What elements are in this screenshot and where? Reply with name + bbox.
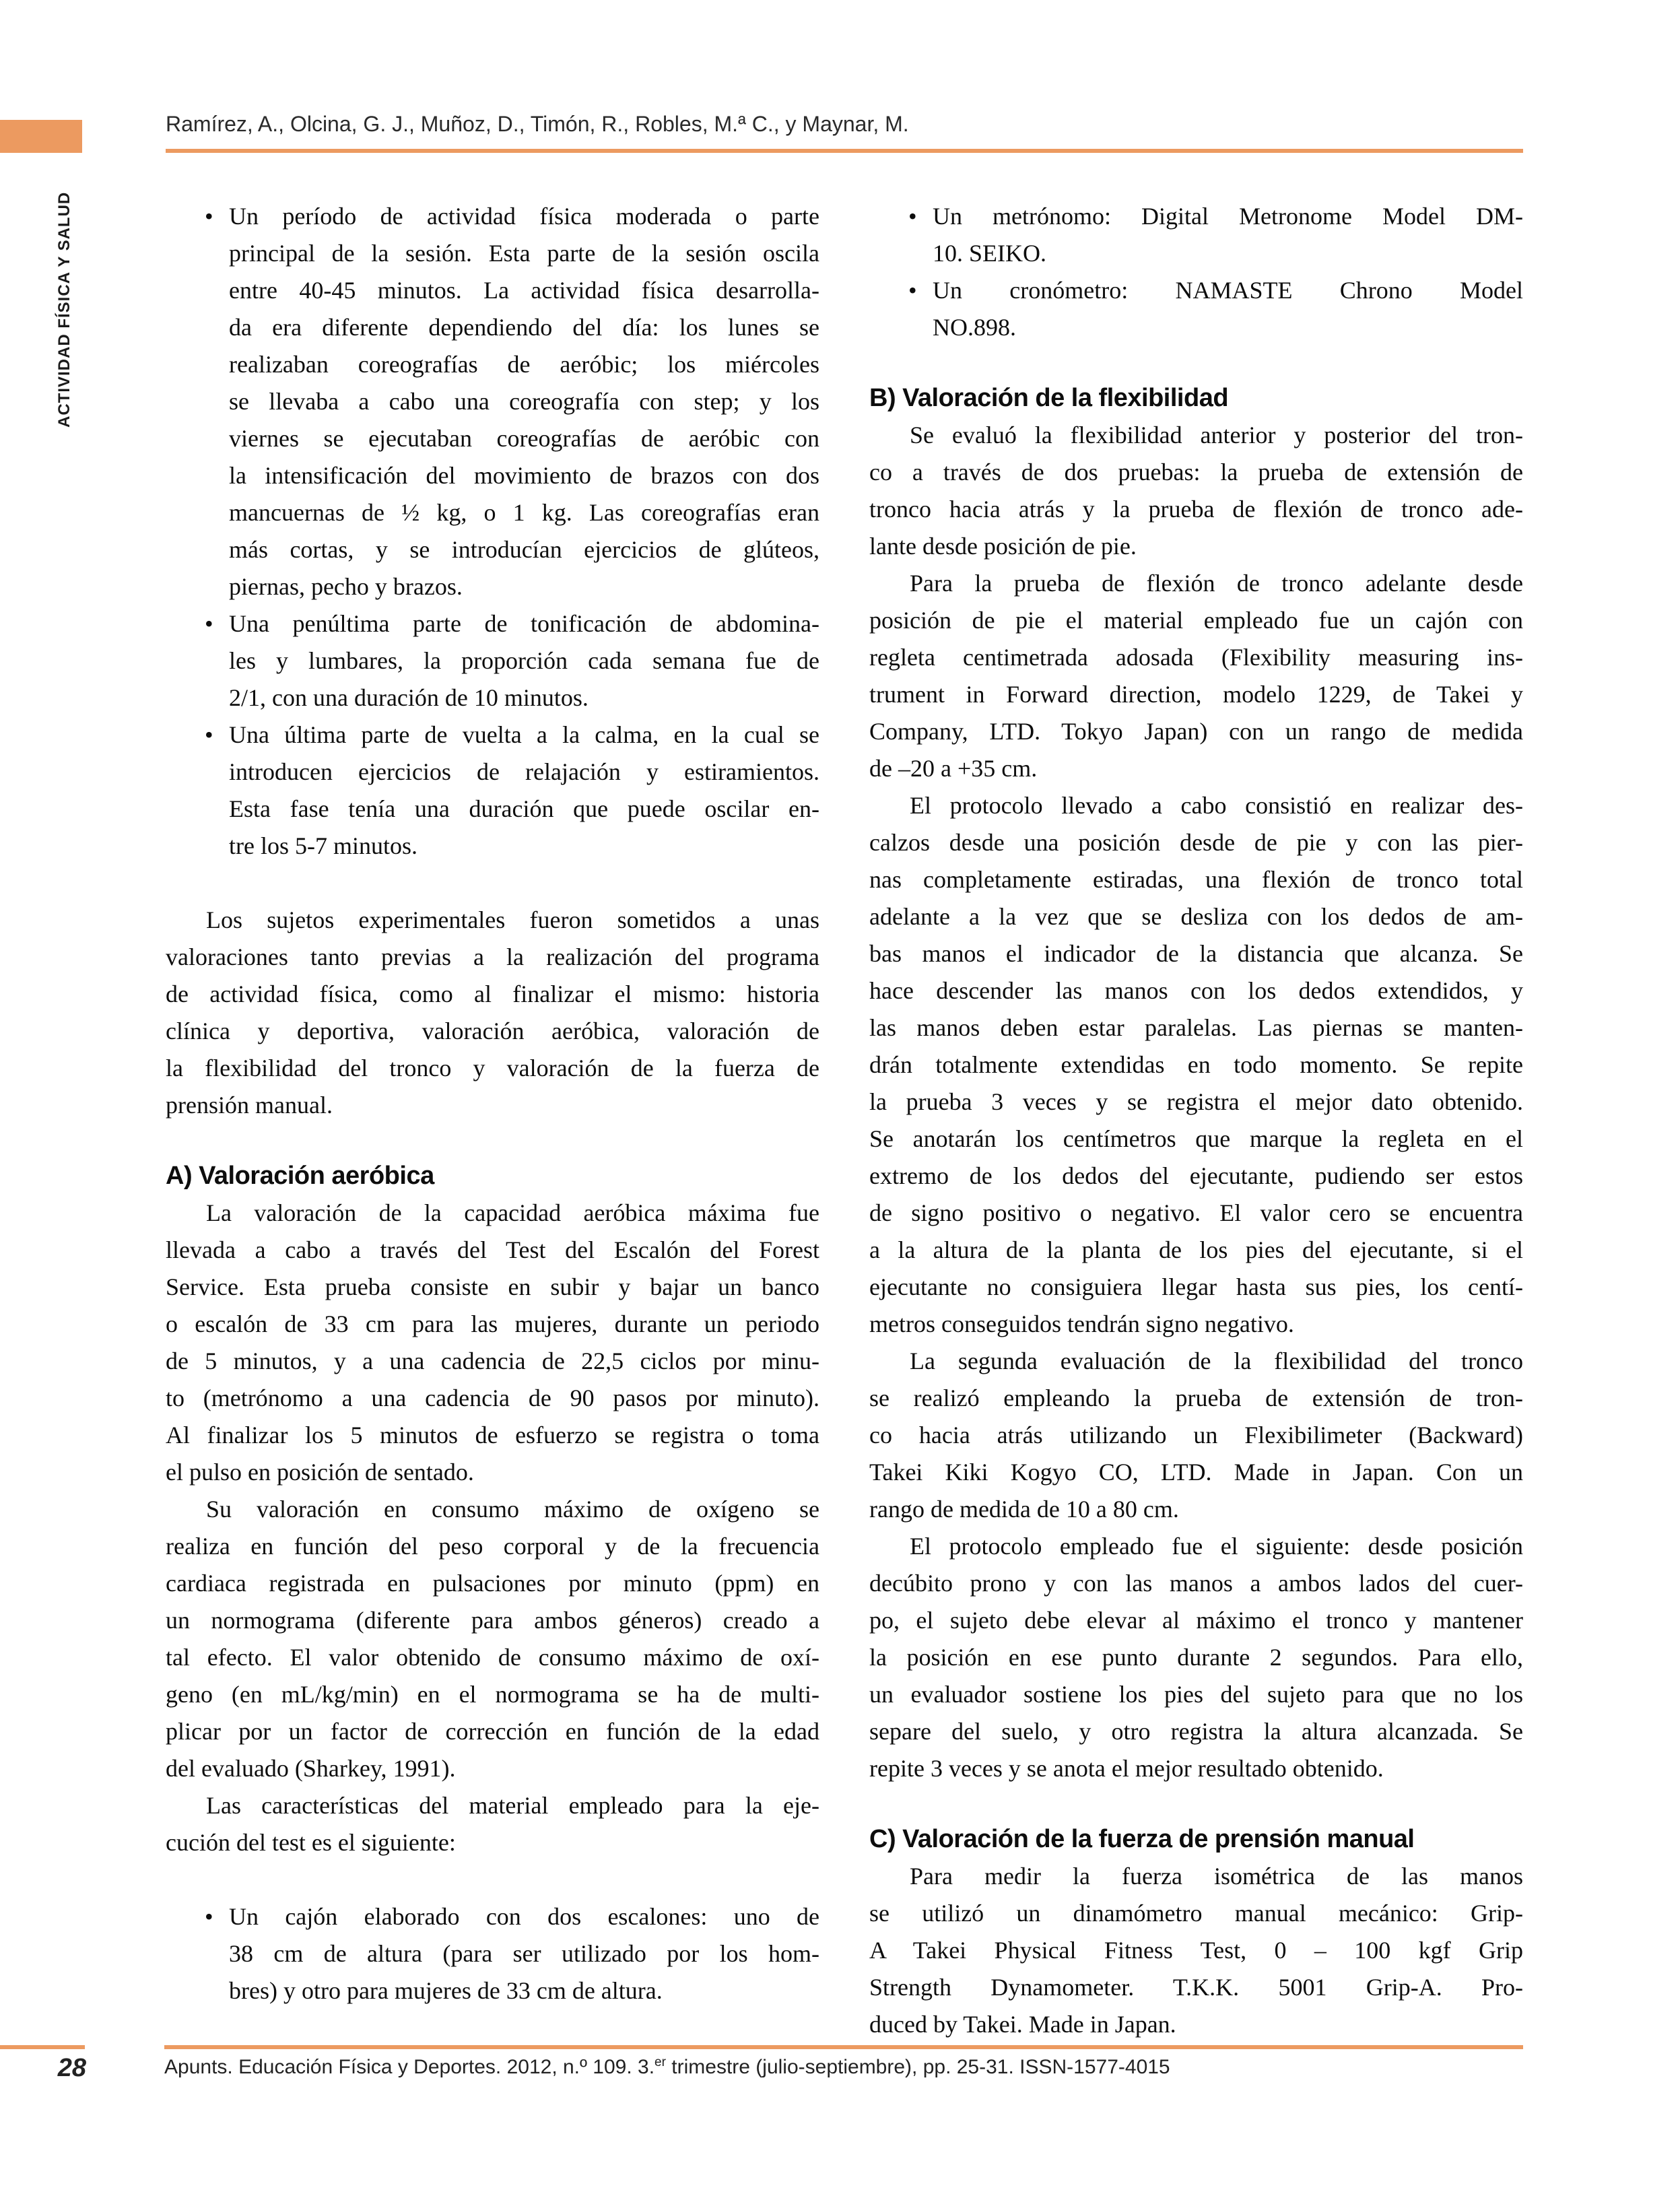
text-line: cución del test es el siguiente: [166, 1829, 456, 1856]
text-line: realiza en función del peso corporal y de la frecuencia [166, 1533, 819, 1560]
text-line: Se evaluó la flexibilidad anterior y posterior del tron- [910, 422, 1523, 448]
left-column [166, 198, 819, 2043]
bullet-marker: • [205, 721, 213, 748]
paragraph [166, 902, 819, 1124]
text-line: regleta centimetrada adosada (Flexibility measuring ins- [869, 644, 1523, 671]
text-line: principal de la sesión. Esta parte de la sesión oscila [229, 240, 819, 267]
bullet-item [869, 198, 1523, 272]
text-line: separe del suelo, y otro registra la altura alcanzada. Se [869, 1718, 1523, 1745]
bullet-item [166, 717, 819, 865]
text-line: las manos deben estar paralelas. Las piernas se manten- [869, 1014, 1523, 1041]
header-accent-block [0, 120, 82, 153]
text-line: llevada a cabo a través del Test del Escalón del Forest [166, 1236, 819, 1263]
footer-rule [164, 2045, 1523, 2049]
text-line: Takei Kiki Kogyo CO, LTD. Made in Japan. Con un [869, 1459, 1523, 1486]
text-line: NO.898. [933, 314, 1016, 341]
text-line: hace descender las manos con los dedos extendidos, y [869, 977, 1523, 1004]
paragraph [869, 1858, 1523, 2043]
text-line: piernas, pecho y brazos. [229, 573, 463, 600]
bullet-item [166, 605, 819, 717]
bullet-marker: • [205, 203, 213, 230]
text-line: drán totalmente extendidas en todo momento. Se repite [869, 1051, 1523, 1078]
text-line: decúbito prono y con las manos a ambos lados del cuer- [869, 1570, 1523, 1597]
text-line: ejecutante no consiguiera llegar hasta sus pies, los centí- [869, 1273, 1523, 1300]
text-line: la intensificación del movimiento de brazos con dos [229, 462, 819, 489]
text-line: Un metrónomo: Digital Metronome Model DM- [933, 203, 1523, 230]
text-line: valoraciones tanto previas a la realización del programa [166, 943, 819, 970]
bullet-marker: • [908, 203, 917, 230]
text-line: más cortas, y se introducían ejercicios de glúteos, [229, 536, 819, 563]
text-line: bas manos el indicador de la distancia que alcanza. Se [869, 940, 1523, 967]
text-line: lante desde posición de pie. [869, 533, 1137, 560]
section-heading: A) Valoración aeróbica [166, 1162, 434, 1190]
page-number: 28 [57, 2054, 86, 2082]
paragraph [869, 565, 1523, 787]
text-line: de –20 a +35 cm. [869, 755, 1038, 782]
paragraph [166, 1787, 819, 1861]
text-line: nas completamente estiradas, una flexión de tronco total [869, 866, 1523, 893]
text-line: les y lumbares, la proporción cada semana fue de [229, 647, 819, 674]
paragraph [869, 1343, 1523, 1528]
footer-citation-end: trimestre (julio-septiembre), pp. 25-31. ISSN-1577-4015 [665, 2056, 1170, 2078]
paragraph [166, 1195, 819, 1491]
article-body [166, 198, 1523, 2043]
text-line: 38 cm de altura (para ser utilizado por los hom- [229, 1940, 819, 1967]
text-line: co a través de dos pruebas: la prueba de extensión de [869, 459, 1523, 486]
header-rule [166, 149, 1523, 153]
footer-citation-superscript: er [654, 2055, 666, 2069]
bullet-item [869, 272, 1523, 346]
paragraph [869, 417, 1523, 565]
text-line: se llevaba a cabo una coreografía con step; y los [229, 388, 819, 415]
text-line: cardiaca registrada en pulsaciones por minuto (ppm) en [166, 1570, 819, 1597]
text-line: prensión manual. [166, 1092, 333, 1119]
text-line: Strength Dynamometer. T.K.K. 5001 Grip-A. Pro- [869, 1974, 1523, 2001]
text-line: El protocolo llevado a cabo consistió en realizar des- [910, 792, 1523, 819]
text-line: plicar por un factor de corrección en función de la edad [166, 1718, 819, 1745]
paragraph [869, 787, 1523, 1343]
text-line: Las características del material empleado para la eje- [206, 1792, 819, 1819]
text-line: extremo de los dedos del ejecutante, pudiendo ser estos [869, 1162, 1523, 1189]
text-line: un normograma (diferente para ambos géneros) creado a [166, 1607, 819, 1634]
text-line: realizaban coreografías de aeróbic; los miércoles [229, 351, 819, 378]
text-line: trument in Forward direction, modelo 1229, de Takei y [869, 681, 1523, 708]
bullet-marker: • [205, 1903, 213, 1930]
text-line: po, el sujeto debe elevar al máximo el tronco y mantener [869, 1607, 1523, 1634]
text-line: entre 40-45 minutos. La actividad física desarrolla- [229, 277, 819, 304]
text-line: 2/1, con una duración de 10 minutos. [229, 684, 589, 711]
text-line: la flexibilidad del tronco y valoración de la fuerza de [166, 1055, 819, 1081]
text-line: Un cajón elaborado con dos escalones: uno de [229, 1903, 819, 1930]
text-line: el pulso en posición de sentado. [166, 1459, 474, 1486]
text-line: to (metrónomo a una cadencia de 90 pasos por minuto). [166, 1385, 819, 1411]
text-line: La valoración de la capacidad aeróbica máxima fue [206, 1199, 819, 1226]
text-line: Para medir la fuerza isométrica de las manos [910, 1863, 1523, 1890]
text-line: Una última parte de vuelta a la calma, en la cual se [229, 721, 819, 748]
footer-citation [164, 2056, 1659, 2079]
text-line: Esta fase tenía una duración que puede oscilar en- [229, 795, 819, 822]
text-line: de actividad física, como al finalizar el mismo: historia [166, 980, 819, 1007]
text-line: posición de pie el material empleado fue un cajón con [869, 607, 1523, 634]
text-line: tronco hacia atrás y la prueba de flexión de tronco ade- [869, 496, 1523, 523]
text-line: introducen ejercicios de relajación y estiramientos. [229, 758, 819, 785]
text-line: Al finalizar los 5 minutos de esfuerzo se registra o toma [166, 1422, 819, 1448]
text-line: Para la prueba de flexión de tronco adelante desde [910, 570, 1523, 597]
text-line: Su valoración en consumo máximo de oxígeno se [206, 1496, 819, 1523]
bullet-marker: • [205, 610, 213, 637]
text-line: adelante a la vez que se desliza con los dedos de am- [869, 903, 1523, 930]
footer-citation-start: Apunts. Educación Física y Deportes. 2012, n.º 109. 3. [164, 2056, 655, 2078]
section-heading: B) Valoración de la flexibilidad [869, 384, 1229, 412]
text-line: a la altura de la planta de los pies del ejecutante, si el [869, 1236, 1523, 1263]
text-line: de 5 minutos, y a una cadencia de 22,5 ciclos por minu- [166, 1347, 819, 1374]
text-line: tal efecto. El valor obtenido de consumo máximo de oxí- [166, 1644, 819, 1671]
text-line: Company, LTD. Tokyo Japan) con un rango de medida [869, 718, 1523, 745]
right-column [869, 198, 1523, 2043]
header-authors: Ramírez, A., Olcina, G. J., Muñoz, D., Timón, R., Robles, M.ª C., y Maynar, M. [166, 112, 909, 136]
bullet-item [166, 1898, 819, 2009]
text-line: geno (en mL/kg/min) en el normograma se ha de multi- [166, 1681, 819, 1708]
text-line: Service. Esta prueba consiste en subir y bajar un banco [166, 1273, 819, 1300]
text-line: se realizó empleando la prueba de extensión de tron- [869, 1385, 1523, 1411]
text-line: co hacia atrás utilizando un Flexibilimeter (Backward) [869, 1422, 1523, 1448]
text-line: tre los 5-7 minutos. [229, 832, 417, 859]
text-line: se utilizó un dinamómetro manual mecánico: Grip- [869, 1900, 1523, 1927]
text-line: calzos desde una posición desde de pie y con las pier- [869, 829, 1523, 856]
text-line: la prueba 3 veces y se registra el mejor dato obtenido. [869, 1088, 1523, 1115]
text-line: la posición en ese punto durante 2 segundos. Para ello, [869, 1644, 1523, 1671]
text-line: La segunda evaluación de la flexibilidad del tronco [910, 1347, 1523, 1374]
text-line: o escalón de 33 cm para las mujeres, durante un periodo [166, 1310, 819, 1337]
text-line: clínica y deportiva, valoración aeróbica, valoración de [166, 1018, 819, 1044]
text-line: bres) y otro para mujeres de 33 cm de altura. [229, 1977, 663, 2004]
text-line: un evaluador sostiene los pies del sujeto para que no los [869, 1681, 1523, 1708]
text-line: de signo positivo o negativo. El valor cero se encuentra [869, 1199, 1523, 1226]
text-line: Una penúltima parte de tonificación de abdomina- [229, 610, 819, 637]
text-line: El protocolo empleado fue el siguiente: desde posición [910, 1533, 1523, 1560]
text-line: Se anotarán los centímetros que marque la regleta en el [869, 1125, 1523, 1152]
text-line: rango de medida de 10 a 80 cm. [869, 1496, 1179, 1523]
text-line: Un cronómetro: NAMASTE Chrono Model [933, 277, 1523, 304]
text-line: del evaluado (Sharkey, 1991). [166, 1755, 456, 1782]
text-line: viernes se ejecutaban coreografías de aeróbic con [229, 425, 819, 452]
text-line: mancuernas de ½ kg, o 1 kg. Las coreografías eran [229, 499, 819, 526]
bullet-marker: • [908, 277, 917, 304]
text-line: duced by Takei. Made in Japan. [869, 2011, 1176, 2038]
text-line: da era diferente dependiendo del día: los lunes se [229, 314, 819, 341]
bullet-item [166, 198, 819, 605]
text-line: A Takei Physical Fitness Test, 0 – 100 kgf Grip [869, 1937, 1523, 1964]
text-line: Los sujetos experimentales fueron sometidos a unas [206, 906, 819, 933]
text-line: 10. SEIKO. [933, 240, 1046, 267]
text-line: metros conseguidos tendrán signo negativo. [869, 1310, 1294, 1337]
paragraph [869, 1528, 1523, 1787]
text-line: Un período de actividad física moderada o parte [229, 203, 819, 230]
footer-rule-left-segment [0, 2045, 85, 2049]
section-vertical-label: ACTIVIDAD FÍSICA Y SALUD [55, 191, 73, 428]
paragraph [166, 1491, 819, 1787]
section-heading: C) Valoración de la fuerza de prensión manual [869, 1825, 1415, 1853]
text-line: repite 3 veces y se anota el mejor resultado obtenido. [869, 1755, 1384, 1782]
